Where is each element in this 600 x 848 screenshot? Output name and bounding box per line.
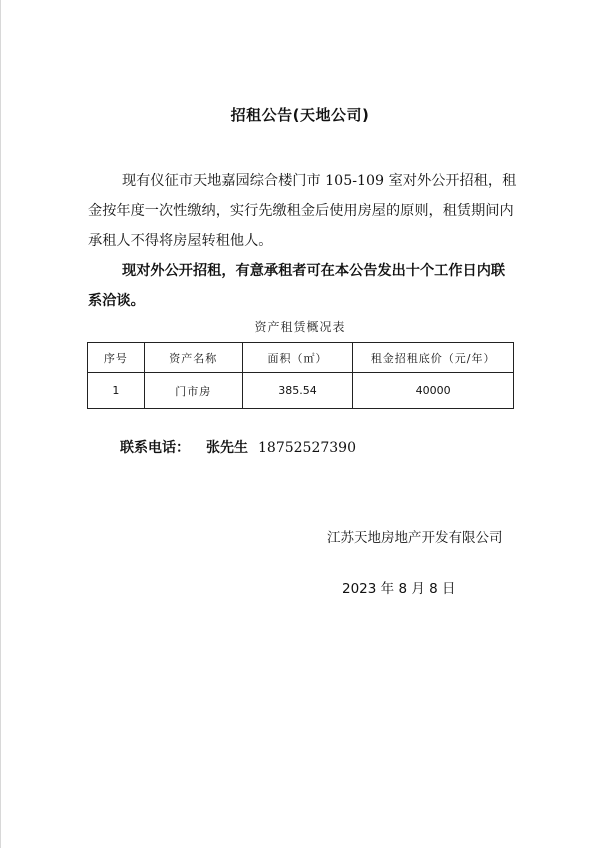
header-area: 面积（㎡）	[242, 343, 353, 373]
contact-phone: 18752527390	[258, 440, 356, 456]
cell-reserve-price: 40000	[353, 373, 514, 409]
company-signature: 江苏天地房地产开发有限公司	[327, 530, 503, 546]
announcement-paragraph-1: 现有仪征市天地嘉园综合楼门市 105-109 室对外公开招租，租金按年度一次性缴纳，实行先缴租金后使用房屋的原则，租赁期间内承租人不得将房屋转租他人。	[88, 173, 517, 249]
header-asset-name: 资产名称	[144, 343, 242, 373]
header-reserve-price: 租金招租底价（元/年）	[353, 343, 514, 373]
header-index: 序号	[88, 343, 145, 373]
cell-index: 1	[88, 373, 145, 409]
cell-asset-name: 门市房	[144, 373, 242, 409]
table-row	[88, 373, 514, 409]
asset-lease-table	[87, 342, 514, 409]
announcement-paragraph-2: 现对外公开招租，有意承租者可在本公告发出十个工作日内联系洽谈。	[88, 263, 506, 309]
table-header-row	[88, 343, 514, 373]
contact-line	[120, 437, 356, 457]
contact-name: 张先生	[206, 440, 248, 456]
table-caption: 资产租赁概况表	[254, 320, 346, 334]
document-title: 招租公告(天地公司)	[230, 106, 370, 124]
signature-date: 2023 年 8 月 8 日	[342, 581, 456, 597]
cell-area: 385.54	[242, 373, 353, 409]
contact-label: 联系电话：	[120, 440, 190, 456]
